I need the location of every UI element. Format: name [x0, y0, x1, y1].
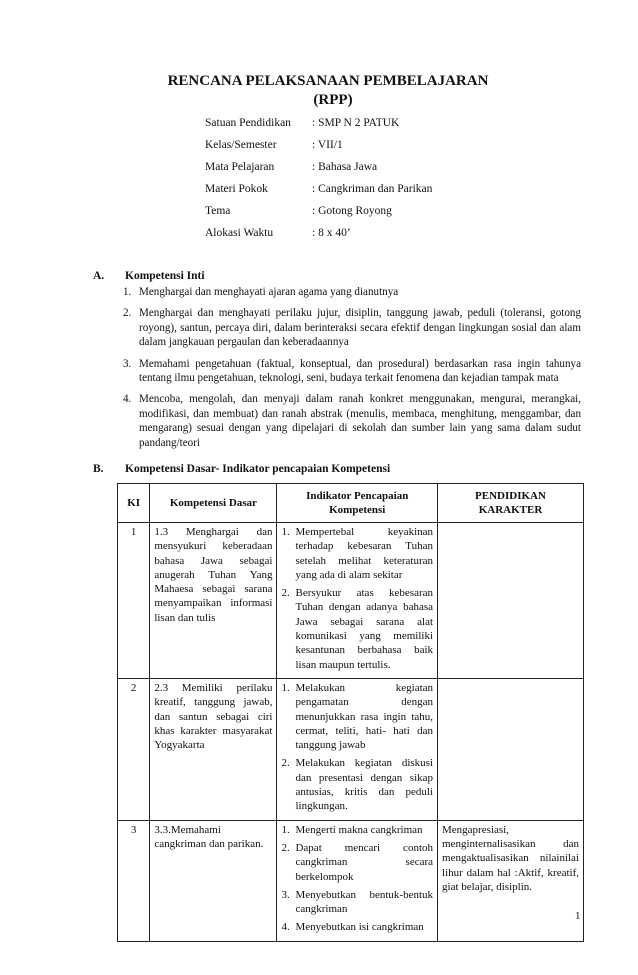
document-subtitle: (RPP) — [313, 92, 353, 108]
indikator-item — [281, 841, 433, 884]
item-number: 2. — [123, 307, 132, 320]
kompetensi-table — [117, 483, 584, 942]
indikator-text: Menyebutkan bentuk-bentuk cangkriman — [295, 888, 434, 916]
indikator-text: Mempertebal keyakinan terhadap kebesaran Tuhan setelah melihat keteraturan yang ada di alam sekitar — [295, 526, 434, 581]
info-row — [205, 117, 432, 139]
indikator-text: Melakukan kegiatan pengamatan dengan menunjukkan rasa ingin tahu, cermat, teliti, hati- hati dan tanggung jawab — [295, 681, 434, 752]
header-kompetensi-dasar: Kompetensi Dasar — [150, 484, 277, 523]
section-letter: A. — [93, 270, 105, 282]
list-item — [123, 357, 581, 386]
cell-karakter — [438, 678, 584, 820]
cell-kompetensi-dasar: 3.3.Memahami cangkriman dan parikan. — [150, 820, 277, 941]
cell-ki: 3 — [118, 820, 150, 941]
section-title: Kompetensi Inti — [125, 270, 205, 282]
indikator-text: Mengerti makna cangkriman — [295, 823, 423, 836]
item-text: Menghargai dan menghayati perilaku jujur, disiplin, tanggung jawab, peduli (toleransi, gotong royong), santun, percaya diri, dalam berinteraksi secara efektif dengan lingkungan sosial dan alam dalam jangkauan pergaulan dan keberadaannya — [139, 307, 581, 349]
info-row — [205, 227, 432, 249]
info-value: : Gotong Royong — [312, 205, 392, 217]
list-item — [123, 306, 581, 349]
info-value: : Bahasa Jawa — [312, 161, 378, 173]
indikator-text: Dapat mencari contoh cangkriman secara berkelompok — [295, 841, 434, 883]
list-item — [123, 285, 581, 299]
section-a-heading — [93, 270, 205, 282]
info-value: : VII/1 — [312, 139, 343, 151]
info-label: Mata Pelajaran — [205, 161, 275, 173]
item-number: 4. — [123, 393, 132, 406]
indikator-item — [281, 888, 433, 917]
item-number: 3. — [123, 357, 132, 370]
table-row — [118, 820, 584, 941]
table-header-row — [118, 484, 584, 523]
item-text: Mencoba, mengolah, dan menyaji dalam ranah konkret menggunakan, mengurai, merangkai, modifikasi, dan membuat) dan ranah abstrak (menulis, membaca, menghitung, menggambar, dan mengarang) sesuai dengan yang dipelajari di sekolah dan sumber lain yang sama dalam sudut pandang/teori — [139, 393, 581, 449]
indikator-item — [281, 525, 433, 582]
cell-kompetensi-dasar: 2.3 Memiliki perilaku kreatif, tanggung jawab, dan santun sebagai ciri khas karakter masyarakat Yogyakarta — [150, 678, 277, 820]
info-label: Tema — [205, 205, 231, 217]
info-label: Kelas/Semester — [205, 139, 277, 151]
info-label: Satuan Pendidikan — [205, 117, 291, 129]
header-indikator: Indikator Pencapaian Kompetensi — [277, 484, 438, 523]
list-item — [123, 392, 581, 450]
indikator-text: Bersyukur atas kebesaran Tuhan dengan adanya bahasa Jawa sebagai sarana alat komunikasi yang memiliki kesantunan berbahasa baik lisan maupun tertulis. — [295, 587, 434, 671]
document-title: RENCANA PELAKSANAAN PEMBELAJARAN — [167, 73, 489, 89]
info-row — [205, 161, 432, 183]
header-ki: KI — [118, 484, 150, 523]
indikator-number: 2. — [281, 587, 290, 600]
table-row — [118, 523, 584, 679]
section-letter: B. — [93, 463, 104, 475]
header-pendidikan-karakter: PENDIDIKAN KARAKTER — [438, 484, 584, 523]
info-value: : 8 x 40’ — [312, 227, 351, 239]
item-number: 1. — [123, 286, 132, 298]
info-row — [205, 139, 432, 161]
info-row — [205, 205, 432, 227]
indikator-item — [281, 823, 433, 837]
kompetensi-inti-list — [123, 285, 581, 457]
item-text: Memahami pengetahuan (faktual, konseptual, dan prosedural) berdasarkan rasa ingin tahunya tentang ilmu pengetahuan, teknologi, seni, budaya terkait fenomena dan kejadian tampak mata — [139, 357, 581, 385]
indikator-item — [281, 920, 433, 934]
cell-karakter: Mengapresiasi, menginternalisasikan dan mengaktualisasikan nilainilai lihur dalam hal :Aktif, kreatif, giat belajar, disiplin. — [438, 820, 584, 941]
cell-kompetensi-dasar: 1.3 Menghargai dan mensyukuri keberadaan bahasa Jawa sebagai anugerah Tuhan Yang Mahaesa sebagai sarana menyampaikan informasi lisan dan tulis — [150, 523, 277, 679]
info-row — [205, 183, 432, 205]
info-label: Materi Pokok — [205, 183, 268, 195]
indikator-number: 1. — [281, 526, 290, 538]
cell-ki: 1 — [118, 523, 150, 679]
info-value: : SMP N 2 PATUK — [312, 117, 400, 129]
indikator-item — [281, 681, 433, 752]
indikator-text: Melakukan kegiatan diskusi dan presentasi dengan sikap antusias, kritis dan peduli lingkungan. — [295, 757, 434, 813]
indikator-item — [281, 756, 433, 813]
indikator-number: 1. — [281, 823, 290, 836]
identity-block — [205, 117, 432, 249]
page-number: 1 — [575, 910, 581, 922]
info-label: Alokasi Waktu — [205, 227, 274, 239]
cell-karakter — [438, 523, 584, 679]
cell-indikator — [277, 523, 438, 679]
section-b-heading — [93, 463, 390, 475]
cell-indikator — [277, 678, 438, 820]
indikator-item — [281, 586, 433, 672]
info-value: : Cangkriman dan Parikan — [312, 183, 433, 195]
indikator-text: Menyebutkan isi cangkriman — [295, 921, 424, 934]
table-row — [118, 678, 584, 820]
indikator-number: 2. — [281, 841, 290, 854]
item-text: Menghargai dan menghayati ajaran agama yang dianutnya — [139, 286, 399, 298]
indikator-number: 2. — [281, 757, 290, 770]
indikator-number: 4. — [281, 921, 290, 934]
indikator-number: 3. — [281, 888, 290, 901]
section-title: Kompetensi Dasar- Indikator pencapaian Kompetensi — [125, 463, 391, 475]
cell-ki: 2 — [118, 678, 150, 820]
cell-indikator — [277, 820, 438, 941]
indikator-number: 1. — [281, 681, 290, 694]
